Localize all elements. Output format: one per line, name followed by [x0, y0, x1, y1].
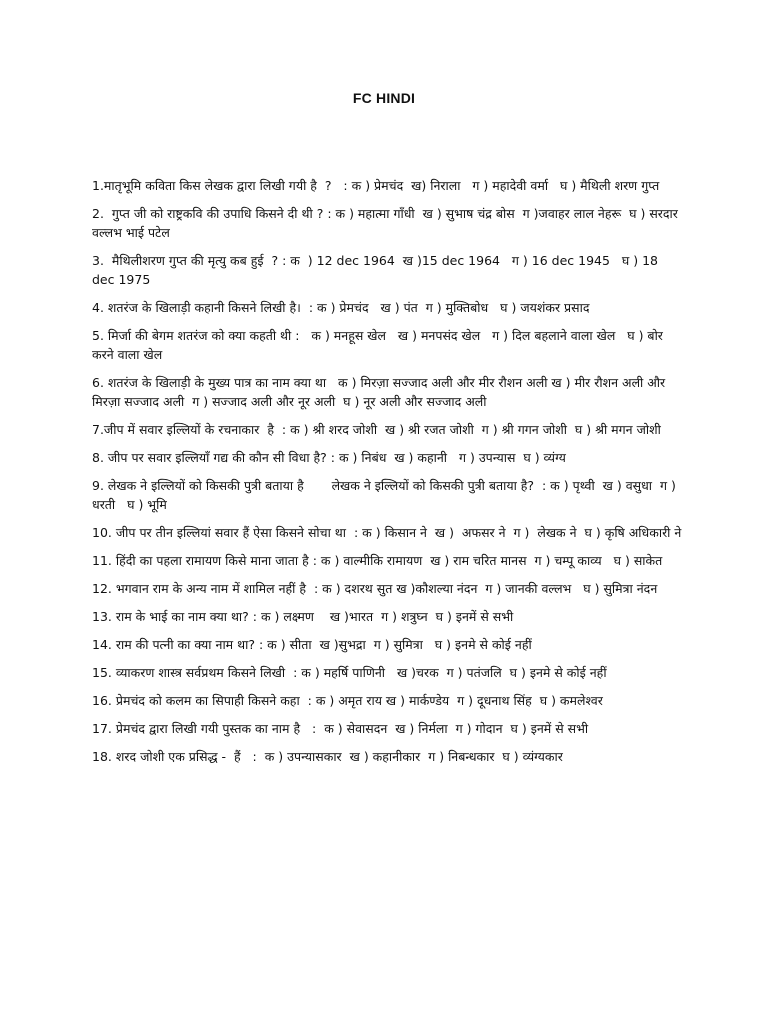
question-item: 11. हिंदी का पहला रामायण किसे माना जाता है : क ) वाल्मीकि रामायण ख ) राम चरित मानस ग ) चम्पू काव्य घ ) साकेत	[92, 553, 663, 568]
question-item: 14. राम की पत्नी का क्या नाम था? : क ) सीता ख )सुभद्रा ग ) सुमित्रा घ ) इनमे से कोई नहीं	[92, 637, 532, 652]
question-item: 15. व्याकरण शास्त्र सर्वप्रथम किसने लिखी : क ) महर्षि पाणिनी ख )चरक ग ) पतंजलि घ ) इनमे से कोई नहीं	[92, 665, 607, 680]
document-title: FC HINDI	[352, 90, 416, 106]
question-list	[92, 176, 682, 775]
question-item: 10. जीप पर तीन इल्लियां सवार हैं ऐसा किसने सोचा था : क ) किसान ने ख ) अफसर ने ग ) लेखक ने घ ) कृषि अधिकारी ने	[92, 525, 682, 540]
question-item: 16. प्रेमचंद को कलम का सिपाही किसने कहा : क ) अमृत राय ख ) मार्कण्डेय ग ) दूधनाथ सिंह घ ) कमलेश्वर	[92, 693, 603, 708]
question-item: 2. गुप्त जी को राष्ट्रकवि की उपाधि किसने दी थी ? : क ) महात्मा गाँधी ख ) सुभाष चंद्र बोस ग )जवाहर लाल नेहरू घ ) सरदार वल्लभ भाई पटेल	[92, 206, 682, 240]
question-item: 17. प्रेमचंद द्वारा लिखी गयी पुस्तक का नाम है : क ) सेवासदन ख ) निर्मला ग ) गोदान घ ) इनमें से सभी	[92, 721, 589, 736]
question-item: 12. भगवान राम के अन्य नाम में शामिल नहीं है : क ) दशरथ सुत ख )कौशल्या नंदन ग ) जानकी वल्लभ घ ) सुमित्रा नंदन	[92, 581, 658, 596]
question-item: 5. मिर्जा की बेगम शतरंज को क्या कहती थी : क ) मनहूस खेल ख ) मनपसंद खेल ग ) दिल बहलाने वाला खेल घ ) बोर करने वाला खेल	[92, 328, 667, 362]
question-item: 4. शतरंज के खिलाड़ी कहानी किसने लिखी है। : क ) प्रेमचंद ख ) पंत ग ) मुक्तिबोध घ ) जयशंकर प्रसाद	[92, 300, 590, 315]
question-item: 18. शरद जोशी एक प्रसिद्ध - हैं : क ) उपन्यासकार ख ) कहानीकार ग ) निबन्धकार घ ) व्यंग्यकार	[92, 749, 563, 764]
question-item: 9. लेखक ने इल्लियों को किसकी पुत्री बताया है लेखक ने इल्लियों को किसकी पुत्री बताया है? : क ) पृथ्वी ख ) वसुधा ग ) धरती घ ) भूमि	[92, 478, 680, 512]
question-item: 1.मातृभूमि कविता किस लेखक द्वारा लिखी गयी है ? : क ) प्रेमचंद ख) निराला ग ) महादेवी वर्मा घ ) मैथिली शरण गुप्त	[92, 178, 660, 193]
question-item: 8. जीप पर सवार इल्लियाँ गद्य की कौन सी विधा है? : क ) निबंध ख ) कहानी ग ) उपन्यास घ ) व्यंग्य	[92, 450, 566, 465]
question-item: 13. राम के भाई का नाम क्या था? : क ) लक्ष्मण ख )भारत ग ) शत्रुघ्न घ ) इनमें से सभी	[92, 609, 514, 624]
question-item: 7.जीप में सवार इल्लियों के रचनाकार है : क ) श्री शरद जोशी ख ) श्री रजत जोशी ग ) श्री गगन जोशी घ ) श्री मगन जोशी	[92, 422, 661, 437]
question-item: 3. मैथिलीशरण गुप्त की मृत्यु कब हुई ? : क ) 12 dec 1964 ख )15 dec 1964 ग ) 16 dec 1945 घ ) 18 dec 1975	[92, 253, 662, 287]
question-item: 6. शतरंज के खिलाड़ी के मुख्य पात्र का नाम क्या था क ) मिरज़ा सज्जाद अली और मीर रौशन अली ख ) मीर रौशन अली और मिरज़ा सज्जाद अली ग ) सज्जाद अली और नूर अली घ ) नूर अली और सज्जाद अली	[92, 375, 670, 409]
